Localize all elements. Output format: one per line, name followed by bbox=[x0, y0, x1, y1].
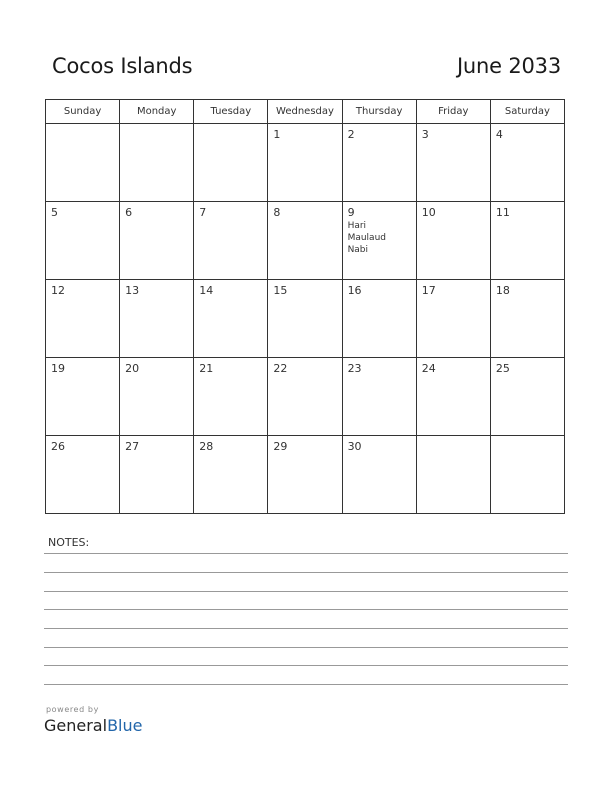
day-number bbox=[417, 436, 490, 440]
calendar-day-cell bbox=[46, 202, 120, 280]
calendar-day-cell bbox=[490, 124, 564, 202]
day-number: 23 bbox=[347, 362, 362, 375]
calendar-week-row bbox=[46, 280, 565, 358]
weekday-tuesday: Tuesday bbox=[194, 100, 268, 124]
calendar-day-cell bbox=[268, 436, 342, 514]
note-line bbox=[44, 665, 568, 666]
weekday-thursday: Thursday bbox=[342, 100, 416, 124]
calendar-grid bbox=[45, 99, 565, 514]
day-number: 10 bbox=[421, 206, 436, 219]
calendar-day-cell bbox=[490, 280, 564, 358]
day-number: 15 bbox=[273, 284, 288, 297]
calendar-day-cell bbox=[416, 124, 490, 202]
calendar-day-cell bbox=[46, 124, 120, 202]
note-line bbox=[44, 628, 568, 629]
calendar-day-cell bbox=[120, 280, 194, 358]
weekday-monday: Monday bbox=[120, 100, 194, 124]
calendar-day-cell bbox=[416, 280, 490, 358]
day-number: 19 bbox=[51, 362, 65, 375]
calendar-day-cell bbox=[120, 202, 194, 280]
day-number: 16 bbox=[347, 284, 362, 297]
calendar-day-cell bbox=[120, 124, 194, 202]
day-number: 18 bbox=[495, 284, 510, 297]
calendar-day-cell bbox=[268, 358, 342, 436]
day-number: 1 bbox=[273, 128, 281, 141]
brand-logo bbox=[44, 716, 142, 735]
day-number: 30 bbox=[347, 440, 362, 453]
calendar-day-cell bbox=[120, 358, 194, 436]
month-year-title: June 2033 bbox=[456, 54, 561, 78]
holiday-label: Hari Maulaud Nabi bbox=[347, 221, 386, 255]
calendar-day-cell bbox=[194, 202, 268, 280]
note-line bbox=[44, 553, 568, 554]
note-line bbox=[44, 609, 568, 610]
day-number: 24 bbox=[421, 362, 436, 375]
weekday-saturday: Saturday bbox=[490, 100, 564, 124]
day-number: 8 bbox=[273, 206, 281, 219]
day-number bbox=[120, 124, 193, 128]
day-number: 14 bbox=[199, 284, 214, 297]
calendar-day-cell bbox=[342, 358, 416, 436]
calendar-day-cell bbox=[342, 436, 416, 514]
day-number bbox=[491, 436, 564, 440]
note-line bbox=[44, 647, 568, 648]
day-number: 28 bbox=[199, 440, 214, 453]
brand-general: General bbox=[44, 716, 108, 735]
calendar-day-cell bbox=[342, 280, 416, 358]
notes-label: NOTES: bbox=[48, 536, 90, 549]
calendar-week-row bbox=[46, 202, 565, 280]
day-number: 7 bbox=[199, 206, 207, 219]
calendar-day-cell bbox=[490, 202, 564, 280]
calendar-day-cell bbox=[194, 436, 268, 514]
weekday-header-row bbox=[46, 100, 565, 124]
calendar-week-row bbox=[46, 358, 565, 436]
calendar-day-cell bbox=[268, 124, 342, 202]
day-number: 27 bbox=[125, 440, 140, 453]
calendar-day-cell bbox=[268, 280, 342, 358]
day-number bbox=[46, 124, 119, 128]
calendar-day-cell bbox=[490, 436, 564, 514]
day-number: 29 bbox=[273, 440, 288, 453]
day-number: 4 bbox=[495, 128, 503, 141]
day-number: 11 bbox=[495, 206, 510, 219]
brand-blue: Blue bbox=[107, 716, 143, 735]
calendar-day-cell bbox=[416, 202, 490, 280]
calendar-day-cell bbox=[46, 358, 120, 436]
weekday-wednesday: Wednesday bbox=[268, 100, 342, 124]
calendar-body bbox=[46, 124, 565, 514]
day-number: 17 bbox=[421, 284, 436, 297]
note-line bbox=[44, 591, 568, 592]
day-number: 12 bbox=[51, 284, 65, 297]
calendar-day-cell bbox=[268, 202, 342, 280]
day-number: 6 bbox=[125, 206, 133, 219]
calendar-day-cell bbox=[342, 202, 416, 280]
calendar-week-row bbox=[46, 124, 565, 202]
weekday-friday: Friday bbox=[416, 100, 490, 124]
calendar-day-cell bbox=[46, 436, 120, 514]
calendar-day-cell bbox=[194, 358, 268, 436]
calendar-day-cell bbox=[490, 358, 564, 436]
day-number: 25 bbox=[495, 362, 510, 375]
calendar-day-cell bbox=[120, 436, 194, 514]
calendar-week-row bbox=[46, 436, 565, 514]
day-number: 3 bbox=[421, 128, 429, 141]
powered-by-text: powered by bbox=[46, 705, 99, 714]
day-number: 5 bbox=[51, 206, 58, 219]
day-number: 13 bbox=[125, 284, 140, 297]
calendar-day-cell bbox=[194, 280, 268, 358]
day-number: 2 bbox=[347, 128, 355, 141]
calendar-day-cell bbox=[416, 436, 490, 514]
calendar-day-cell bbox=[46, 280, 120, 358]
note-line bbox=[44, 684, 568, 685]
calendar-day-cell bbox=[416, 358, 490, 436]
note-line bbox=[44, 572, 568, 573]
calendar-day-cell bbox=[342, 124, 416, 202]
weekday-sunday: Sunday bbox=[46, 100, 120, 124]
day-number bbox=[194, 124, 267, 128]
day-number: 9 bbox=[347, 206, 355, 219]
calendar-day-cell bbox=[194, 124, 268, 202]
day-number: 26 bbox=[51, 440, 65, 453]
day-number: 20 bbox=[125, 362, 140, 375]
country-title: Cocos Islands bbox=[52, 54, 193, 78]
day-number: 22 bbox=[273, 362, 288, 375]
day-number: 21 bbox=[199, 362, 214, 375]
